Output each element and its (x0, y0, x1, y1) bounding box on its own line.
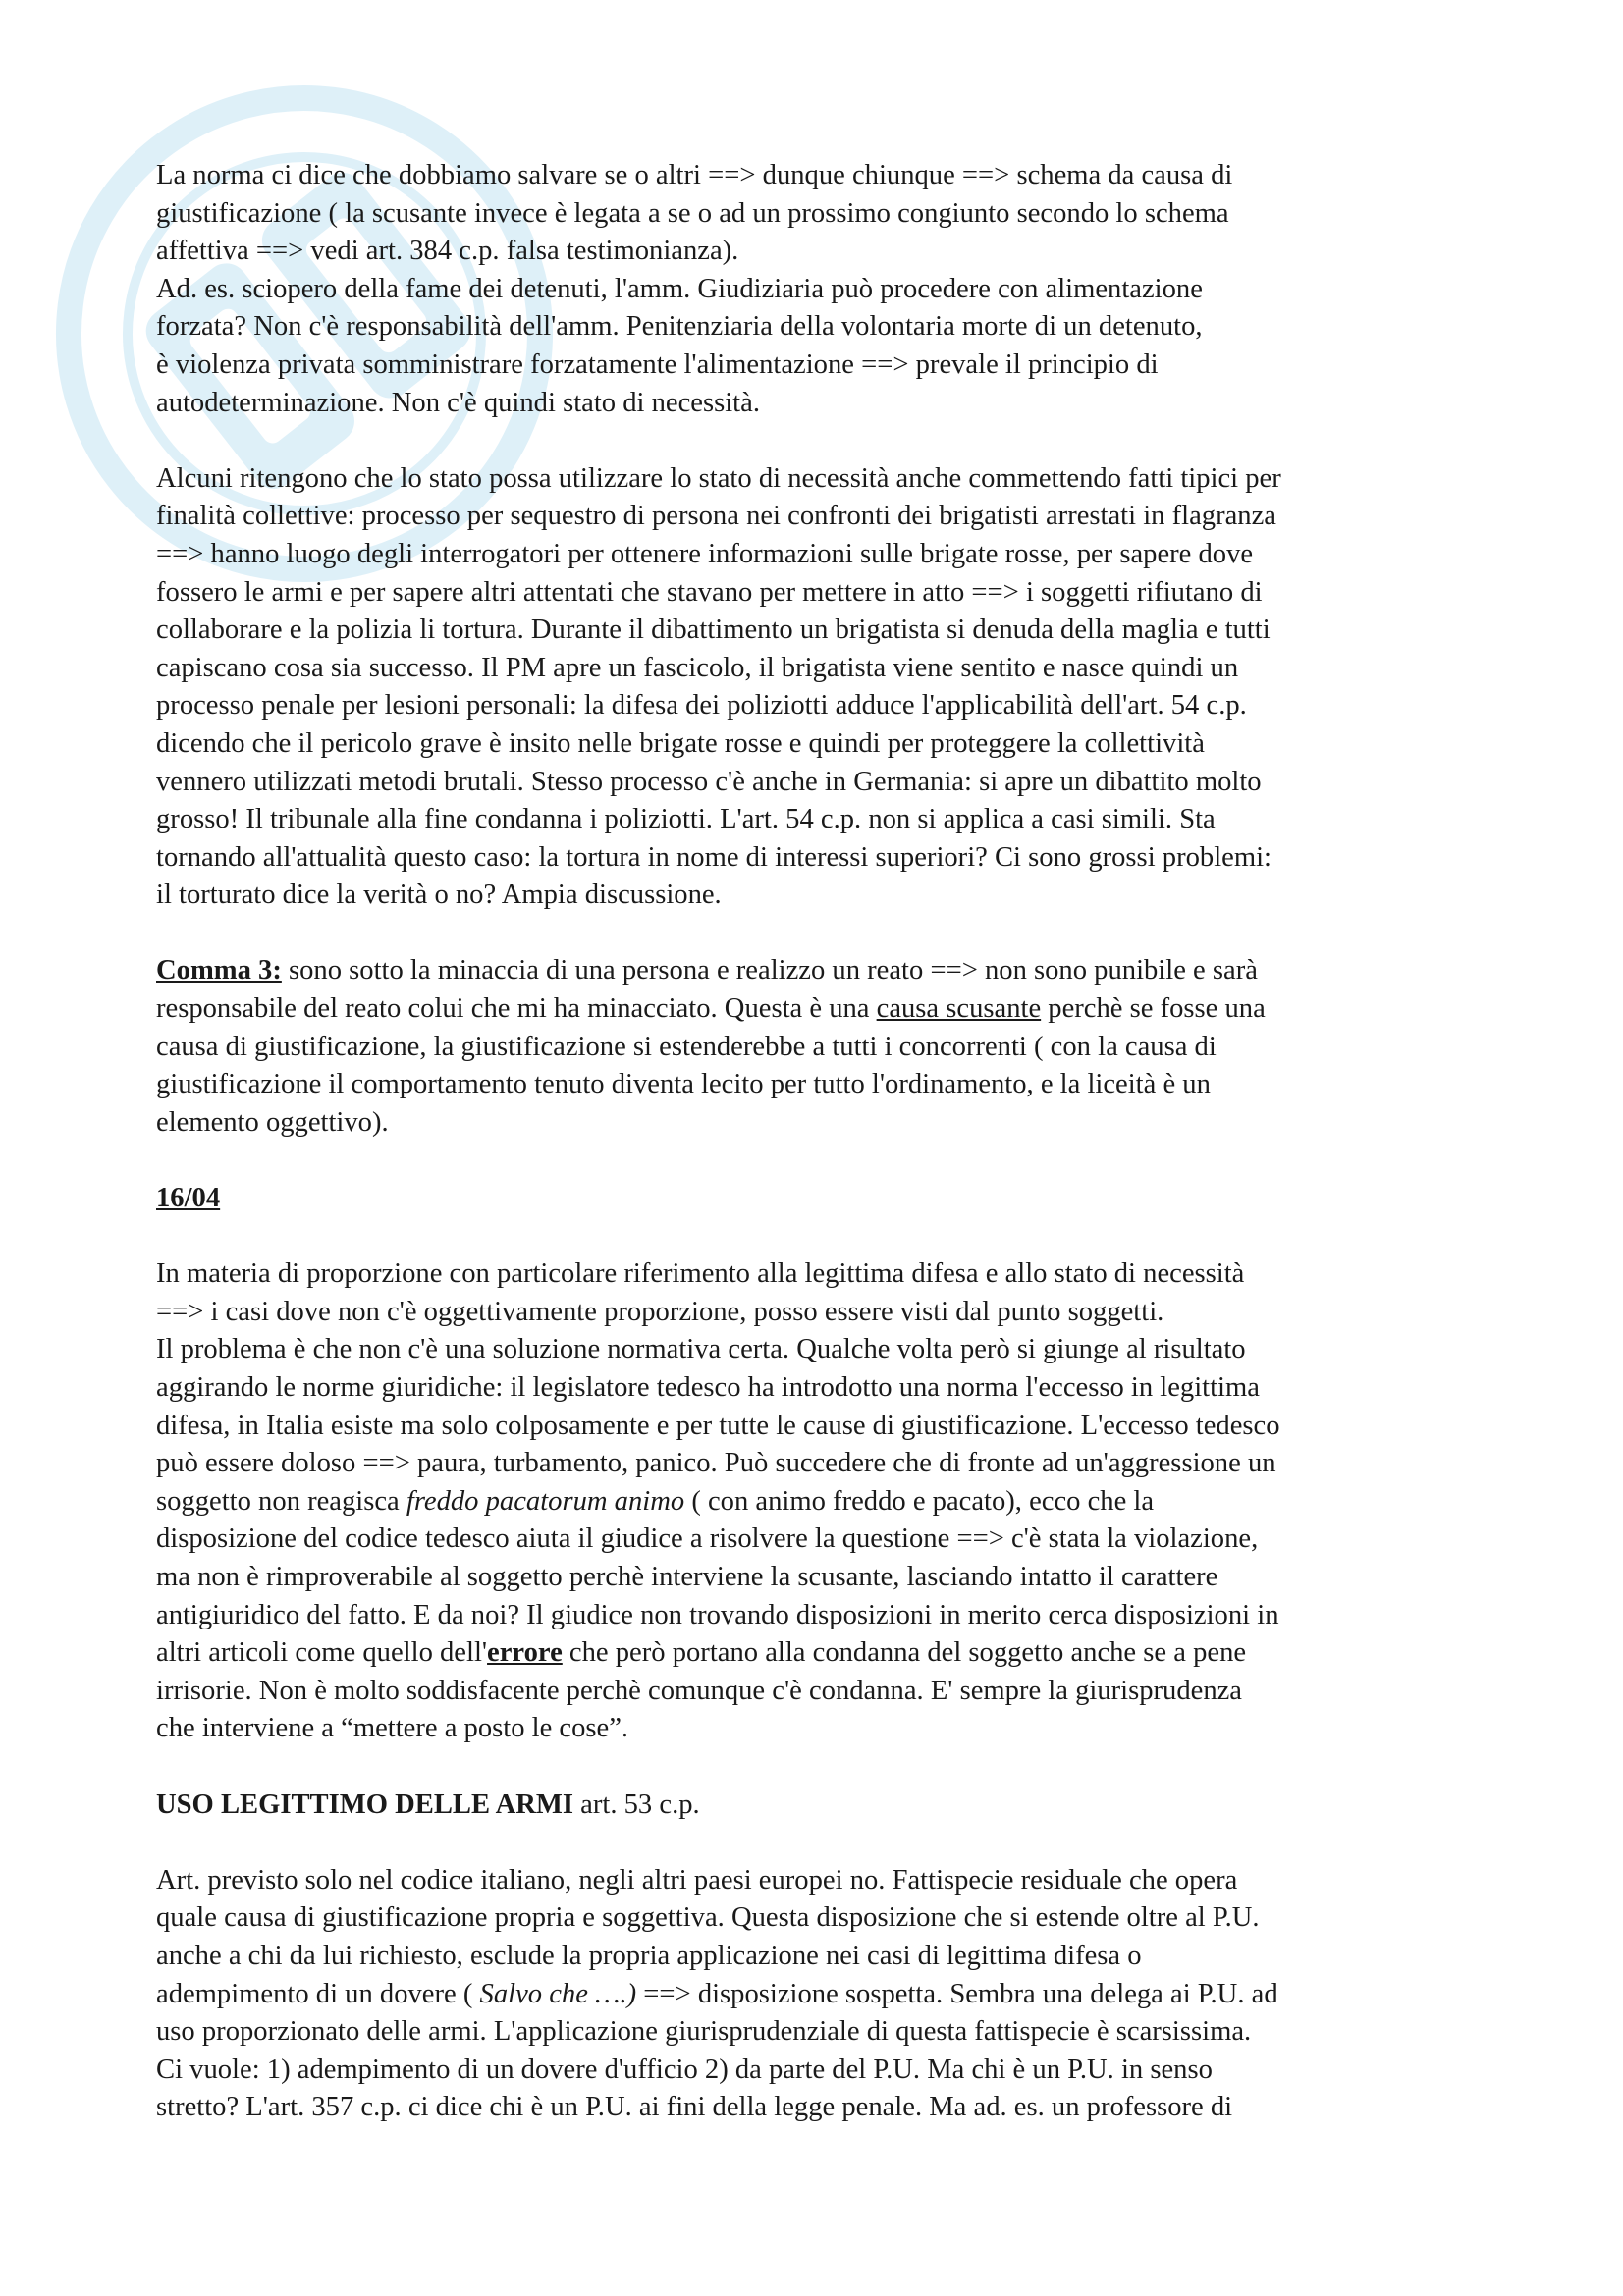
text-fragment: perchè se fosse una (1041, 993, 1266, 1025)
text-fragment: che però portano alla condanna del soggetto anche se a pene (562, 1637, 1247, 1669)
text-line: Il problema è che non c'è una soluzione normativa certa. Qualche volta però si giunge al risultato (156, 1334, 1246, 1365)
text-line (156, 990, 1477, 1029)
text-line: Art. previsto solo nel codice italiano, negli altri paesi europei no. Fattispecie residuale che opera (156, 1864, 1238, 1896)
text-line: affettiva ==> vedi art. 384 c.p. falsa testimonianza). (156, 236, 739, 267)
text-line (156, 952, 1477, 990)
date-heading (156, 1180, 1477, 1218)
underlined-term-causa-scusante: causa scusante (876, 993, 1042, 1025)
text-line: aggirando le norme giuridiche: il legislatore tedesco ha introdotto una norma l'eccesso in legittima (156, 1372, 1260, 1403)
paragraph-gap (156, 1824, 1477, 1862)
text-line: La norma ci dice che dobbiamo salvare se o altri ==> dunque chiunque ==> schema da causa di (156, 160, 1233, 190)
text-line: In materia di proporzione con particolare riferimento alla legittima difesa e allo stato di necessità (156, 1258, 1245, 1290)
date-heading-text: 16/04 (156, 1183, 221, 1214)
paragraph-torture-case (156, 460, 1477, 915)
italic-latin-phrase: freddo pacatorum animo (406, 1485, 685, 1517)
text-fragment: responsabile del reato colui che mi ha minacciato. Questa è una (156, 993, 877, 1025)
text-line: finalità collettive: processo per sequestro di persona nei confronti dei brigatisti arrestati in flagranza (156, 501, 1276, 532)
text-fragment: ==> disposizione sospetta. Sembra una delega ai P.U. ad (636, 1978, 1278, 2009)
italic-quote: Salvo che ….) (479, 1978, 637, 2009)
paragraph-necessity-intro (156, 157, 1477, 422)
text-line (156, 1634, 1477, 1673)
document-body (156, 157, 1477, 2127)
text-line: Alcuni ritengono che lo stato possa utilizzare lo stato di necessità anche commettendo fatti tipici per (156, 462, 1281, 494)
paragraph-gap (156, 1218, 1477, 1256)
section-heading (156, 1787, 1477, 1825)
text-line (156, 1483, 1477, 1522)
section-reference: art. 53 c.p. (573, 1789, 700, 1820)
text-line: giustificazione il comportamento tenuto diventa lecito per tutto l'ordinamento, e la liceità è un (156, 1069, 1211, 1100)
text-line: Ad. es. sciopero della fame dei detenuti, l'amm. Giudiziaria può procedere con alimentazione (156, 273, 1203, 304)
paragraph-proportion (156, 1255, 1477, 1748)
text-fragment: ( con animo freddo e pacato), ecco che la (684, 1485, 1155, 1517)
paragraph-gap (156, 1142, 1477, 1180)
text-line: ==> i casi dove non c'è oggettivamente proporzione, posso essere visti dal punto soggetti. (156, 1296, 1164, 1327)
text-line: dicendo che il pericolo grave è insito nelle brigate rosse e quindi per proteggere la collettività (156, 727, 1205, 759)
text-line: giustificazione ( la scusante invece è legata a se o ad un prossimo congiunto secondo lo schema (156, 197, 1229, 229)
text-line: stretto? L'art. 357 c.p. ci dice chi è un P.U. ai fini della legge penale. Ma ad. es. un professore di (156, 2092, 1233, 2123)
text-line: uso proporzionato delle armi. L'applicazione giurisprudenziale di questa fattispecie è scarsissima. (156, 2016, 1252, 2048)
paragraph-gap (156, 1748, 1477, 1787)
text-fragment: soggetto non reagisca (156, 1485, 406, 1517)
text-line: Ci vuole: 1) adempimento di un dovere d'ufficio 2) da parte del P.U. Ma chi è un P.U. in senso (156, 2054, 1213, 2085)
text-line: autodeterminazione. Non c'è quindi stato di necessità. (156, 387, 760, 418)
text-line: quale causa di giustificazione propria e soggettiva. Questa disposizione che si estende oltre al P.U. (156, 1902, 1260, 1934)
comma-3-label: Comma 3: (156, 955, 282, 987)
text-line: collaborare e la polizia li tortura. Durante il dibattimento un brigatista si denuda della maglia e tutti (156, 614, 1271, 646)
paragraph-gap (156, 422, 1477, 460)
text-fragment: sono sotto la minaccia di una persona e realizzo un reato ==> non sono punibile e sarà (281, 955, 1258, 987)
paragraph-uso-armi (156, 1862, 1477, 2127)
text-line: vennero utilizzati metodi brutali. Stesso processo c'è anche in Germania: si apre un dibattito molto (156, 766, 1262, 797)
text-line: ma non è rimproverabile al soggetto perchè interviene la scusante, lasciando intatto il carattere (156, 1561, 1218, 1592)
text-line: capiscano cosa sia successo. Il PM apre un fascicolo, il brigatista viene sentito e nasce quindi un (156, 652, 1239, 683)
bold-term-errore: errore (487, 1637, 563, 1669)
text-line: il torturato dice la verità o no? Ampia discussione. (156, 880, 722, 911)
text-line (156, 1976, 1477, 2014)
text-line: antigiuridico del fatto. E da noi? Il giudice non trovando disposizioni in merito cerca disposizioni in (156, 1599, 1279, 1630)
text-line: elemento oggettivo). (156, 1106, 389, 1138)
text-line: disposizione del codice tedesco aiuta il giudice a risolvere la questione ==> c'è stata la violazione, (156, 1523, 1259, 1555)
paragraph-comma-3 (156, 952, 1477, 1142)
text-line: forzata? Non c'è responsabilità dell'amm. Penitenziaria della volontaria morte di un detenuto, (156, 311, 1203, 343)
section-title: USO LEGITTIMO DELLE ARMI (156, 1789, 574, 1820)
text-line: che interviene a “mettere a posto le cose”. (156, 1713, 629, 1744)
text-line: grosso! Il tribunale alla fine condanna i poliziotti. L'art. 54 c.p. non si applica a casi simili. Sta (156, 804, 1216, 835)
text-line: anche a chi da lui richiesto, esclude la propria applicazione nei casi di legittima difesa o (156, 1940, 1142, 1971)
paragraph-gap (156, 915, 1477, 953)
text-fragment: adempimento di un dovere ( (156, 1978, 480, 2009)
text-line: può essere doloso ==> paura, turbamento, panico. Può succedere che di fronte ad un'aggressione un (156, 1448, 1276, 1479)
text-line: è violenza privata somministrare forzatamente l'alimentazione ==> prevale il principio di (156, 348, 1159, 380)
text-line: ==> hanno luogo degli interrogatori per ottenere informazioni sulle brigate rosse, per sapere dove (156, 538, 1254, 569)
text-line: tornando all'attualità questo caso: la tortura in nome di interessi superiori? Ci sono grossi problemi: (156, 841, 1271, 873)
text-line: irrisorie. Non è molto soddisfacente perchè comunque c'è condanna. E' sempre la giurisprudenza (156, 1675, 1242, 1706)
text-line: processo penale per lesioni personali: la difesa dei poliziotti adduce l'applicabilità dell'art. 54 c.p. (156, 690, 1247, 721)
text-line: fossero le armi e per sapere altri attentati che stavano per mettere in atto ==> i soggetti rifiutano di (156, 576, 1263, 608)
text-line (156, 1787, 1477, 1825)
text-fragment: altri articoli come quello dell' (156, 1637, 488, 1669)
text-line: difesa, in Italia esiste ma solo colposamente e per tutte le cause di giustificazione. L'eccesso tedesco (156, 1410, 1280, 1441)
text-line: causa di giustificazione, la giustificazione si estenderebbe a tutti i concorrenti ( con la causa di (156, 1031, 1217, 1062)
